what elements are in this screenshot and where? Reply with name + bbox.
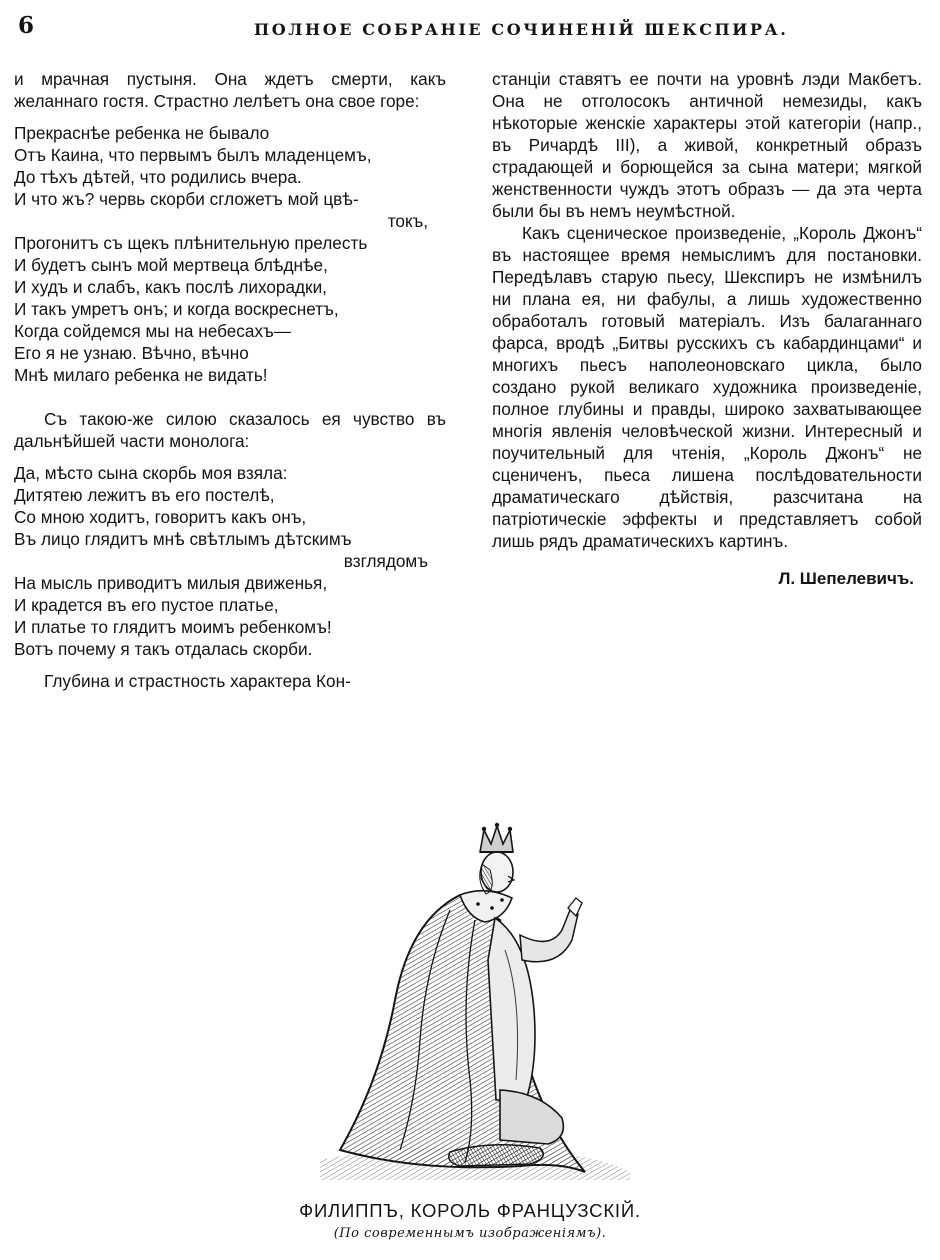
closing-paragraph: Глубина и страстность характера Кон- bbox=[44, 671, 351, 691]
middle-paragraph: Съ такою-же силою сказалось ея чувство въ дальнѣйшей части монолога: bbox=[14, 409, 446, 451]
right-paragraph-1: станціи ставятъ ее почти на уровнѣ лэди Макбетъ. Она не отголосокъ античной немезиды, какъ нѣкоторые женскіе характеры этой категоріи (напр., въ Ричардѣ III), а живой, конкретный образъ страдающей и борющейся за сына матери; мягкой женственности чуждъ этотъ образъ — да эта черта были бы въ немъ неумѣстной. bbox=[492, 69, 922, 221]
page-header bbox=[18, 12, 922, 46]
right-paragraph-2: Какъ сценическое произведеніе, „Король Джонъ“ въ настоящее время немыслимъ для постановки. Передѣлавъ старую пьесу, Шекспиръ не измѣнилъ ни плана ея, ни фабулы, а лишь художественно обработалъ готовый матеріалъ. Изъ балаганнаго фарса, вродѣ „Битвы русскихъ съ кабардинцами“ и многихъ пьесъ наполеоновскаго цикла, было создано рукой великаго художника произведеніе, полное глубины и правды, широко захватывающее многія явленія человѣческой жизни. Интересный и поучительный для чтенія, „Король Джонъ“ не сцениченъ, пьеса лишена послѣдовательности драматическаго дѣйствія, разсчитана на патріотическіе эффекты и представляетъ собой лишь рядъ драматическихъ картинъ. bbox=[492, 223, 922, 551]
verse-block-2 bbox=[14, 462, 446, 660]
verse-line: И крадется въ его пустое платье, bbox=[14, 595, 279, 615]
verse-line: Въ лицо глядитъ мнѣ свѣтлымъ дѣтскимъ bbox=[14, 529, 352, 549]
verse-block-1 bbox=[14, 122, 446, 386]
author-signature: Л. Шепелевичъ. bbox=[778, 569, 914, 588]
verse-line: До тѣхъ дѣтей, что родились вчера. bbox=[14, 167, 302, 187]
verse-line: Прекраснѣе ребенка не бывало bbox=[14, 123, 270, 143]
verse-line: Дитятею лежитъ въ его постелѣ, bbox=[14, 485, 275, 505]
verse-line: токъ, bbox=[387, 211, 428, 231]
verse-line: И худъ и слабъ, какъ послѣ лихорадки, bbox=[14, 277, 327, 297]
right-column bbox=[492, 68, 922, 590]
verse-line: И что жъ? червь скорби сгложетъ мой цвѣ- bbox=[14, 189, 359, 209]
verse-line: Мнѣ милаго ребенка не видать! bbox=[14, 365, 268, 385]
verse-line: Его я не узнаю. Вѣчно, вѣчно bbox=[14, 343, 249, 363]
kneeling-king-engraving-icon bbox=[300, 800, 640, 1190]
verse-line: взглядомъ bbox=[343, 551, 428, 571]
verse-line: На мысль приводитъ милыя движенья, bbox=[14, 573, 328, 593]
verse-line: И такъ умретъ онъ; и когда воскреснетъ, bbox=[14, 299, 339, 319]
verse-line: Когда сойдемся мы на небесахъ— bbox=[14, 321, 291, 341]
figure-subcaption: (По современнымъ изображеніямъ). bbox=[333, 1226, 607, 1241]
page-number: 6 bbox=[18, 12, 35, 39]
verse-line: И платье то глядитъ моимъ ребенкомъ! bbox=[14, 617, 332, 637]
verse-line: Со мною ходитъ, говоритъ какъ онъ, bbox=[14, 507, 307, 527]
verse-line: И будетъ сынъ мой мертвеца блѣднѣе, bbox=[14, 255, 328, 275]
verse-line: Отъ Каина, что первымъ былъ младенцемъ, bbox=[14, 145, 372, 165]
intro-paragraph: и мрачная пустыня. Она ждетъ смерти, какъ желаннаго гостя. Страстно лелѣетъ она свое горе: bbox=[14, 69, 446, 111]
running-title: ПОЛНОЕ СОБРАНІЕ СОЧИНЕНІЙ ШЕКСПИРА. bbox=[254, 20, 789, 39]
verse-line: Вотъ почему я такъ отдалась скорби. bbox=[14, 639, 313, 659]
verse-line: Прогонитъ съ щекъ плѣнительную прелесть bbox=[14, 233, 368, 253]
figure-caption: ФИЛИППЪ, КОРОЛЬ ФРАНЦУЗСКІЙ. bbox=[299, 1200, 641, 1221]
verse-line: Да, мѣсто сына скорбь моя взяла: bbox=[14, 463, 288, 483]
left-column bbox=[14, 68, 446, 692]
